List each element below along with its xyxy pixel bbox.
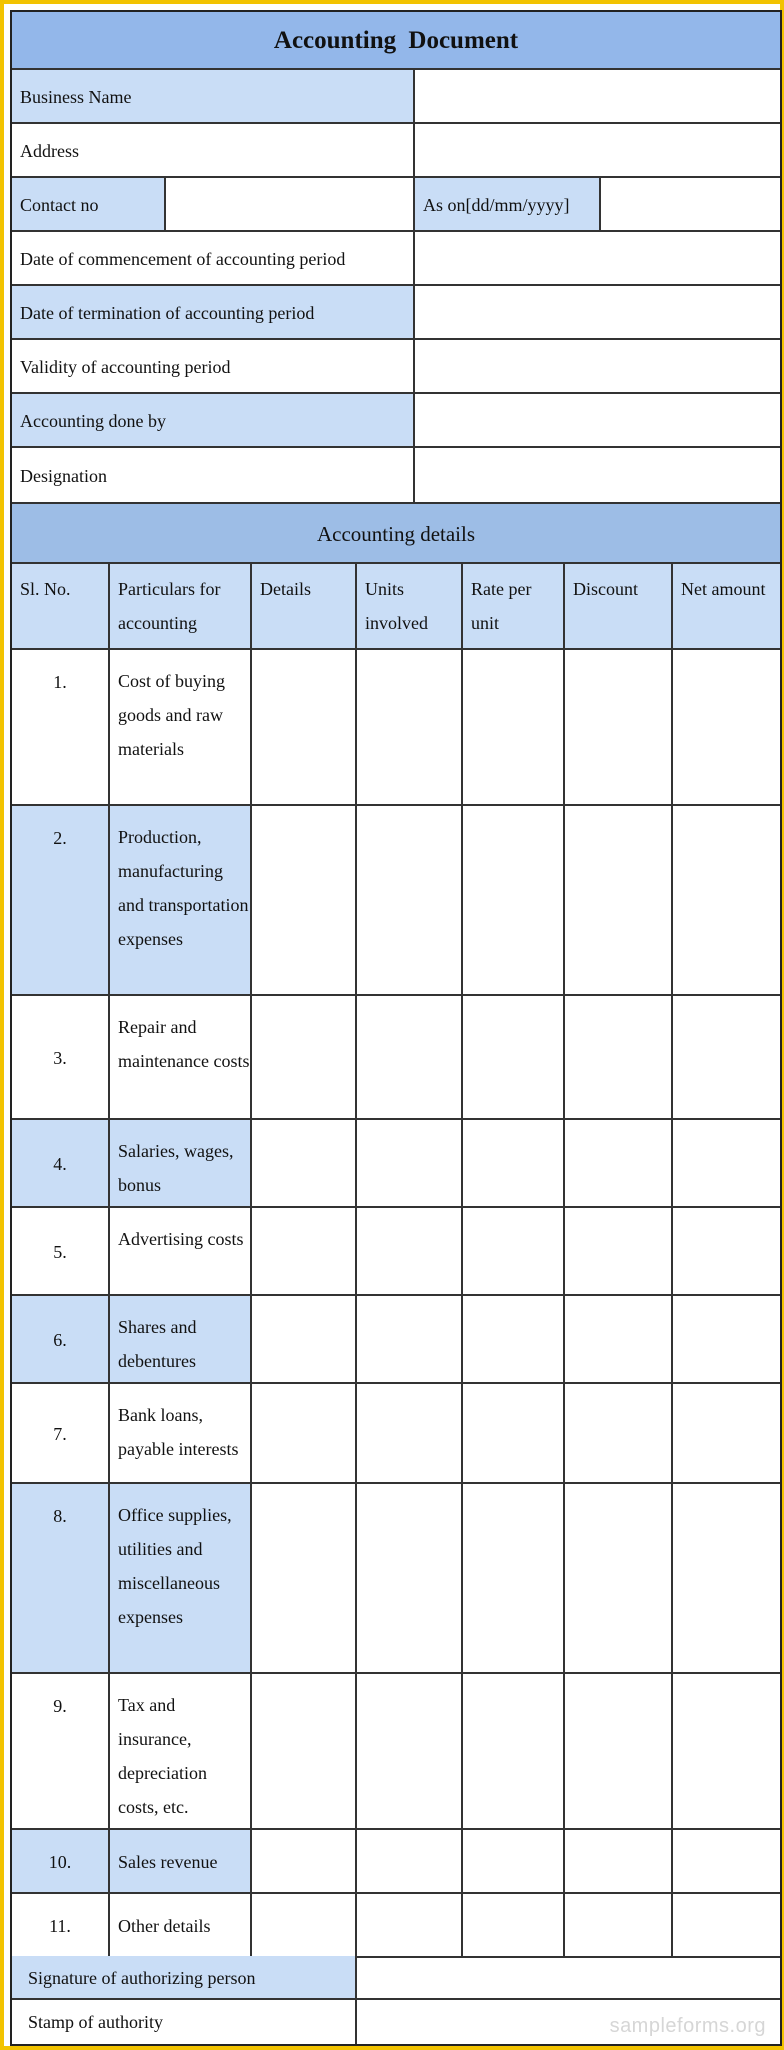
details-cell[interactable]	[252, 650, 357, 806]
stamp-label: Stamp of authority	[12, 2000, 357, 2044]
signature-label: Signature of authorizing person	[12, 1956, 357, 2000]
particulars-cell: Production, manufacturing and transportation expenses	[110, 806, 252, 996]
net-amount-cell[interactable]	[673, 996, 780, 1120]
details-cell[interactable]	[252, 806, 357, 996]
rate-cell[interactable]	[463, 650, 565, 806]
units-cell[interactable]	[357, 1674, 463, 1830]
sl-no-cell: 7.	[12, 1384, 110, 1484]
discount-cell[interactable]	[565, 996, 673, 1120]
contact-no-field[interactable]	[166, 178, 415, 232]
designation-label: Designation	[12, 448, 415, 504]
rate-cell[interactable]	[463, 806, 565, 996]
header-particulars: Particulars for accounting	[110, 564, 252, 650]
units-cell[interactable]	[357, 1120, 463, 1208]
rate-cell[interactable]	[463, 1208, 565, 1296]
details-cell[interactable]	[252, 1830, 357, 1894]
sl-no-cell: 11.	[12, 1894, 110, 1958]
discount-cell[interactable]	[565, 1120, 673, 1208]
business-name-label: Business Name	[12, 70, 415, 124]
discount-cell[interactable]	[565, 650, 673, 806]
net-amount-cell[interactable]	[673, 1384, 780, 1484]
contact-no-label: Contact no	[12, 178, 166, 232]
rate-cell[interactable]	[463, 1384, 565, 1484]
designation-field[interactable]	[415, 448, 780, 504]
header-details: Details	[252, 564, 357, 650]
units-cell[interactable]	[357, 996, 463, 1120]
rate-cell[interactable]	[463, 996, 565, 1120]
details-cell[interactable]	[252, 1484, 357, 1674]
particulars-cell: Tax and insurance, depreciation costs, etc.	[110, 1674, 252, 1830]
sl-no-cell: 10.	[12, 1830, 110, 1894]
rate-cell[interactable]	[463, 1674, 565, 1830]
business-name-field[interactable]	[415, 70, 780, 124]
header-discount: Discount	[565, 564, 673, 650]
units-cell[interactable]	[357, 1384, 463, 1484]
particulars-cell: Other details	[110, 1894, 252, 1958]
net-amount-cell[interactable]	[673, 1894, 780, 1958]
sl-no-cell: 3.	[12, 996, 110, 1120]
units-cell[interactable]	[357, 1208, 463, 1296]
details-cell[interactable]	[252, 1384, 357, 1484]
date-termination-label: Date of termination of accounting period	[12, 286, 415, 340]
signature-field[interactable]	[357, 1956, 780, 2000]
header-units-involved: Units involved	[357, 564, 463, 650]
units-cell[interactable]	[357, 1484, 463, 1674]
particulars-cell: Salaries, wages, bonus	[110, 1120, 252, 1208]
details-cell[interactable]	[252, 996, 357, 1120]
accounting-done-by-field[interactable]	[415, 394, 780, 448]
document-title: Accounting Document	[12, 12, 780, 70]
particulars-cell: Sales revenue	[110, 1830, 252, 1894]
as-on-label: As on[dd/mm/yyyy]	[415, 178, 601, 232]
rate-cell[interactable]	[463, 1296, 565, 1384]
units-cell[interactable]	[357, 1830, 463, 1894]
address-label: Address	[12, 124, 415, 178]
sl-no-cell: 2.	[12, 806, 110, 996]
accounting-done-by-label: Accounting done by	[12, 394, 415, 448]
sl-no-cell: 6.	[12, 1296, 110, 1384]
sl-no-cell: 9.	[12, 1674, 110, 1830]
address-field[interactable]	[415, 124, 780, 178]
net-amount-cell[interactable]	[673, 1296, 780, 1384]
rate-cell[interactable]	[463, 1120, 565, 1208]
discount-cell[interactable]	[565, 1484, 673, 1674]
discount-cell[interactable]	[565, 1830, 673, 1894]
units-cell[interactable]	[357, 1894, 463, 1958]
rate-cell[interactable]	[463, 1830, 565, 1894]
net-amount-cell[interactable]	[673, 1484, 780, 1674]
units-cell[interactable]	[357, 650, 463, 806]
net-amount-cell[interactable]	[673, 806, 780, 996]
details-cell[interactable]	[252, 1674, 357, 1830]
header-sl-no: Sl. No.	[12, 564, 110, 650]
details-cell[interactable]	[252, 1296, 357, 1384]
discount-cell[interactable]	[565, 806, 673, 996]
header-rate-per-unit: Rate per unit	[463, 564, 565, 650]
details-cell[interactable]	[252, 1894, 357, 1958]
net-amount-cell[interactable]	[673, 1674, 780, 1830]
as-on-date-field[interactable]	[601, 178, 780, 232]
sl-no-cell: 4.	[12, 1120, 110, 1208]
date-commencement-field[interactable]	[415, 232, 780, 286]
net-amount-cell[interactable]	[673, 650, 780, 806]
header-net-amount: Net amount	[673, 564, 780, 650]
sl-no-cell: 1.	[12, 650, 110, 806]
particulars-cell: Cost of buying goods and raw materials	[110, 650, 252, 806]
accounting-form	[10, 10, 782, 2046]
sl-no-cell: 5.	[12, 1208, 110, 1296]
date-commencement-label: Date of commencement of accounting period	[12, 232, 415, 286]
watermark: sampleforms.org	[609, 2015, 766, 2037]
particulars-cell: Shares and debentures	[110, 1296, 252, 1384]
accounting-details-heading: Accounting details	[12, 504, 780, 564]
discount-cell[interactable]	[565, 1208, 673, 1296]
discount-cell[interactable]	[565, 1384, 673, 1484]
discount-cell[interactable]	[565, 1674, 673, 1830]
details-cell[interactable]	[252, 1120, 357, 1208]
rate-cell[interactable]	[463, 1484, 565, 1674]
net-amount-cell[interactable]	[673, 1120, 780, 1208]
units-cell[interactable]	[357, 806, 463, 996]
net-amount-cell[interactable]	[673, 1208, 780, 1296]
discount-cell[interactable]	[565, 1296, 673, 1384]
net-amount-cell[interactable]	[673, 1830, 780, 1894]
particulars-cell: Office supplies, utilities and miscellaneous expenses	[110, 1484, 252, 1674]
rate-cell[interactable]	[463, 1894, 565, 1958]
particulars-cell: Advertising costs	[110, 1208, 252, 1296]
sl-no-cell: 8.	[12, 1484, 110, 1674]
particulars-cell: Bank loans, payable interests	[110, 1384, 252, 1484]
validity-label: Validity of accounting period	[12, 340, 415, 394]
particulars-cell: Repair and maintenance costs	[110, 996, 252, 1120]
validity-field[interactable]	[415, 340, 780, 394]
date-termination-field[interactable]	[415, 286, 780, 340]
discount-cell[interactable]	[565, 1894, 673, 1958]
units-cell[interactable]	[357, 1296, 463, 1384]
details-cell[interactable]	[252, 1208, 357, 1296]
